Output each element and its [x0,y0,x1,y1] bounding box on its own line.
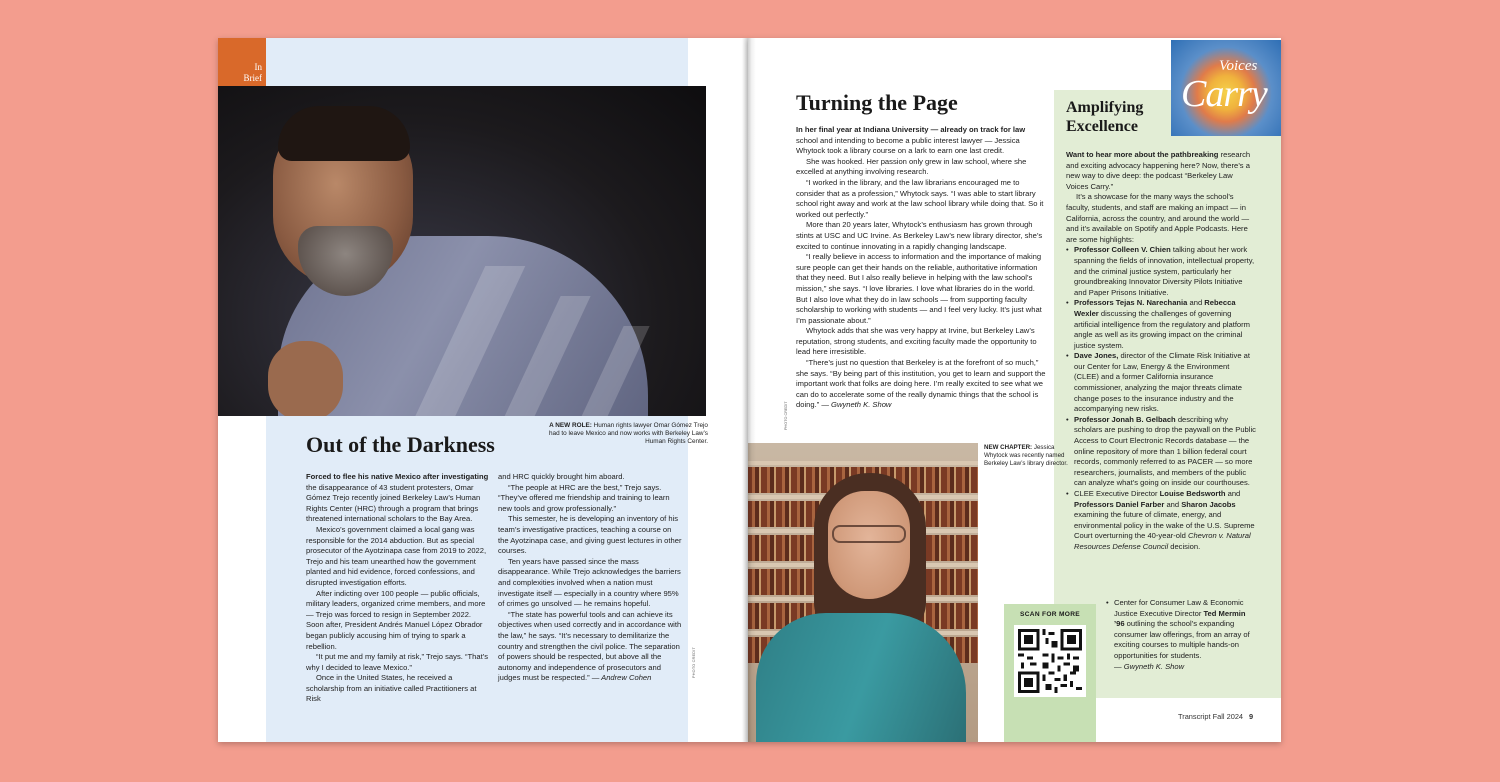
paragraph: Ten years have passed since the mass disappearance. While Trejo acknowledges the barriers and complexities involved when a nation must investigate itself — especially in a country where 95% of crimes go unsolved — he remains hopeful. [498,556,681,609]
lead-in: In her final year at Indiana University — already on track for law [796,125,1026,134]
paragraph: “It put me and my family at risk,” Trejo says. “That’s why I decided to leave Mexico.” [306,652,489,672]
paragraph: Whytock adds that she was very happy at Irvine, but Berkeley Law’s reputation, strong students, and exciting faculty made the opportunity to lead here irresistible. [796,326,1037,357]
photo-caption-left [548,422,708,446]
paragraph: More than 20 years later, Whytock’s enthusiasm has grown through stints at USC and UC Irvine. As Berkeley Law’s new library director, she’s excited to continue innovating in a rapidly changing landscape. [796,220,1043,251]
photo-credit-right: PHOTO CREDIT [784,401,788,430]
section-tab [218,38,266,86]
page-folio [1178,712,1253,721]
caption-lead: A NEW ROLE: [549,422,592,429]
article-column-right [796,125,1046,411]
paragraph: This semester, he is developing an inventory of his team’s investigative practices, teaching a course on the Ayotzinapa case, and giving guest lectures in other courses. [498,514,682,556]
caption-text: Human rights lawyer Omar Gómez Trejo had to leave Mexico and now works with Berkeley Law’s Human Rights Center. [548,422,708,445]
page-number: 9 [1249,712,1254,721]
list-item: • Professor Colleen V. Chien talking about her work spanning the fields of innovation, intellectual property, and the criminal justice system, particularly her groundbreaking Innovator Diversity Pilots Initiative and Paper Prisons Initiative. [1066,245,1256,298]
article-title-right: Turning the Page [796,90,958,115]
paragraph: After indicting over 100 people — public officials, military leaders, organized crime members, and more — Trejo was forced to resign in September 2022. Soon after, President Andrés Manuel López Obrador began publicly accusing him of trying to spark a rebellion. [306,588,486,651]
paragraph: “The state has powerful tools and can achieve its objectives when used correctly and in accordance with the law,” he says. “It’s necessary to demilitarize the country and strengthen the civil police. The separation of powers should be respected, but above all the autonomy and independence of prosecutors and judges must be respected.” [498,609,682,683]
caption-text: Jessica Whytock was recently named Berkeley Law’s library director. [984,444,1068,467]
byline: — Gwyneth K. Show [819,400,892,410]
paragraph: the disappearance of 43 student protesters, Omar Gómez Trejo recently joined Berkeley Law’s Human Rights Center (HRC) through a program that brings threatened international scholars to the Bay Area. [306,482,481,524]
section-tab-line2: Brief [243,73,262,83]
lead-in: Forced to flee his native Mexico after investigating [306,472,489,481]
sidebar-column [1066,150,1256,553]
paragraph: and HRC quickly brought him aboard. [498,472,625,481]
paragraph: school and intending to become a public interest lawyer — Jessica Whytock took a library course on a lark to earn one last credit. [796,135,1020,156]
paragraph: “I really believe in access to information and the importance of making sure people can get their hands on the reliable, authoritative information that they need. But I also really believe in helping with the law school’s mission,” she says. “I love libraries. I love what libraries do in the world. But I also love what they do in law schools — from supporting faculty scholarship to working with students — and I feel very lucky. It’s just what I’m passionate about.” [796,252,1042,325]
sidebar-column-continued [1106,598,1256,672]
paragraph: research and exciting advocacy happening here? Now, there’s a new way to dive deep: the podcast “Berkeley Law Voices Carry.” [1066,150,1251,191]
logo-text-carry: Carry [1181,73,1267,115]
lead-in: Want to hear more about the pathbreaking [1066,150,1219,159]
byline: — Andrew Cohen [589,673,652,683]
article-column-1 [306,472,489,705]
list-item: • CLEE Executive Director Louise Bedsworth and Professors Daniel Farber and Sharon Jacobs examining the future of climate, energy, and environmental policy in the wake of the U.S. Supreme Court overturning the 40-year-old Chevron v. Natural Resources Defense Council decision. [1066,489,1256,553]
photo-credit-left: PHOTO CREDIT [692,646,696,678]
list-item: • Dave Jones, director of the Climate Risk Initiative at our Center for Law, Energy & the Environment (CLEE) and a former California insurance commissioner, analyzing the major threats climate change poses to the insurance industry and the accompanying new risks. [1066,351,1256,415]
publication-issue: Transcript Fall 2024 [1178,712,1244,721]
spread-gutter [742,38,756,742]
paragraph: “There’s just no question that Berkeley is at the forefront of so much,” she says. “By being part of this institution, you get to learn and support the important work that folks are doing here. I’m really excited to see what we can do to accelerate some of the really dynamic things that the school is doing.” [796,358,1046,410]
portrait-photo-jessica-whytock [748,443,978,742]
article-title-left: Out of the Darkness [306,432,495,457]
byline: — Gwyneth K. Show [1114,661,1185,671]
voices-carry-podcast-logo [1171,40,1281,136]
list-item: • Professor Jonah B. Gelbach describing why scholars are pushing to drop the paywall on the Public Access to Court Electronic Records database — the online repository of more than 1 billion federal court records, commonly referred to as PACER — so more researchers, journalists, and members of the public can analyze what’s going on inside our courthouses. [1066,415,1256,489]
paragraph: It’s a showcase for the many ways the school’s faculty, students, and staff are making an impact — in California, across the country, and around the world — and it’s available on Spotify and Apple Podcasts. Here are some highlights: [1066,192,1250,244]
left-page [218,38,748,742]
highlights-list-continued [1106,598,1256,672]
caption-lead: NEW CHAPTER: [984,444,1033,451]
paragraph: “I worked in the library, and the law librarians encouraged me to consider that as a profession,” Whytock says. “I was able to start library school right away and work at the law school library while doing that. So it worked out perfectly.” [796,177,1044,219]
right-page [748,38,1281,742]
paragraph: “The people at HRC are the best,” Trejo says. “They’ve offered me friendship and training to learn new tools and grow professionally.” [498,482,670,513]
portrait-photo-omar-gomez-trejo [218,86,706,416]
paragraph: Once in the United States, he received a scholarship from an initiative called Practitioners at Risk [306,673,477,704]
paragraph: Mexico’s government claimed a local gang was responsible for the 2014 abduction. But as special prosecutor of the Ayotzinapa case from 2019 to 2022, Trejo and his team unearthed how the government planted and hid evidence, forced confessions, and disrupted investigation efforts. [306,524,487,587]
logo-text-voices: Voices [1219,58,1258,74]
list-item: • Professors Tejas N. Narechania and Rebecca Wexler discussing the challenges of governing artificial intelligence from the regulatory and platform angle as well as its growing impact on the criminal justice system. [1066,298,1256,351]
list-item: • Center for Consumer Law & Economic Justice Executive Director Ted Mermin ’96 outlining the school’s expanding consumer law offerings, from an array of exciting courses to multiple hands-on opportunities for students. — Gwyneth K. Show [1106,598,1256,672]
article-column-2 [498,472,683,684]
highlights-list [1066,245,1256,552]
sidebar-title: Amplifying Excellence [1066,99,1144,135]
paragraph: She was hooked. Her passion only grew in law school, where she excelled at anything involving research. [796,156,1027,177]
qr-code-icon[interactable] [1014,625,1086,697]
section-tab-line1: In [254,62,262,72]
photo-caption-right [984,444,1068,467]
scan-for-more-label: SCAN FOR MORE [1020,611,1080,618]
